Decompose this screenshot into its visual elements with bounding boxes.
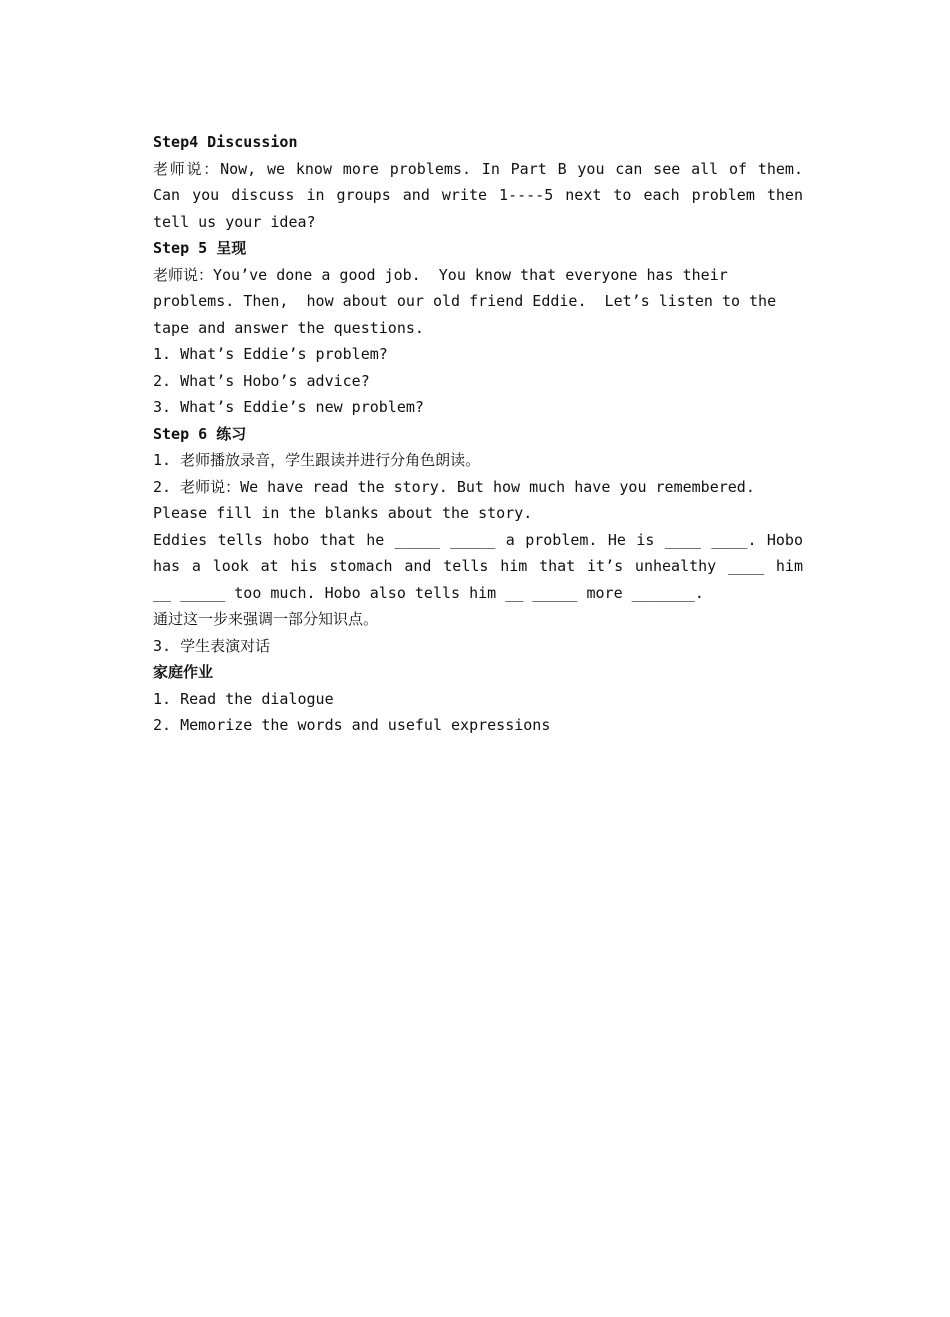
step5-line-1: 老师说：You’ve done a good job. You know that everyone has their	[153, 265, 728, 284]
homework-item-1: 1. Read the dialogue	[153, 689, 334, 708]
step6-line-3: Please fill in the blanks about the story.	[153, 504, 533, 522]
step6-line-2: 2. 老师说：We have read the story. But how much have you remembered.	[153, 477, 755, 496]
step5-question-2: 2. What’s Hobo’s advice?	[153, 371, 370, 390]
document-page	[153, 129, 803, 739]
step6-blank-line-3: __ _____ too much. Hobo also tells him __ _____ more _______.	[153, 583, 704, 602]
step6-line-1: 1. 老师播放录音，学生跟读并进行分角色朗读。	[153, 451, 481, 469]
step6-blank-line-1: Eddies tells hobo that he _____ _____ a problem. He is ____ ____. Hobo	[153, 530, 803, 549]
step6-note: 通过这一步来强调一部分知识点。	[153, 610, 379, 628]
step5-line-3: tape and answer the questions.	[153, 318, 424, 337]
step4-line-3: tell us your idea?	[153, 212, 316, 231]
step6-blank-line-2: has a look at his stomach and tells him that it’s unhealthy ____ him	[153, 557, 803, 575]
step5-question-1: 1. What’s Eddie’s problem?	[153, 345, 388, 363]
homework-heading: 家庭作业	[153, 663, 214, 681]
homework-item-2: 2. Memorize the words and useful expressions	[153, 716, 551, 734]
step5-heading: Step 5 呈现	[153, 239, 247, 257]
step4-line-2: Can you discuss in groups and write 1----5 next to each problem then	[153, 186, 803, 204]
step4-line-1: 老师说：Now, we know more problems. In Part B you can see all of them.	[153, 159, 803, 178]
step6-heading: Step 6 练习	[153, 424, 247, 443]
step5-line-2: problems. Then, how about our old friend Eddie. Let’s listen to the	[153, 292, 777, 310]
step5-question-3: 3. What’s Eddie’s new problem?	[153, 398, 424, 416]
step6-line-8: 3. 学生表演对话	[153, 636, 271, 655]
step4-heading: Step4 Discussion	[153, 133, 298, 151]
